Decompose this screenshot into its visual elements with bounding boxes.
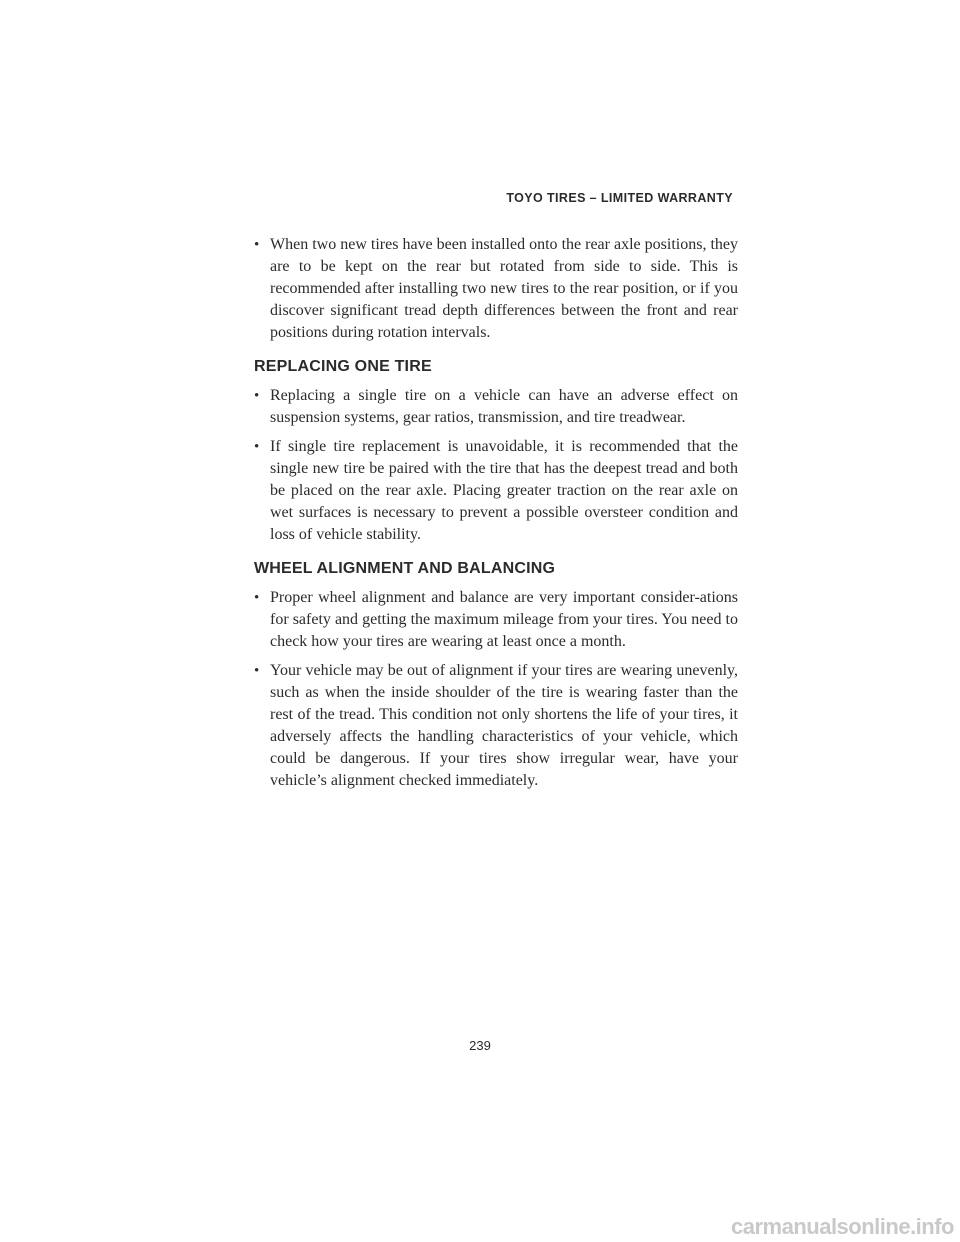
section-heading-wheel-alignment: WHEEL ALIGNMENT AND BALANCING [254, 560, 556, 577]
bullet-item [254, 587, 738, 653]
bullet-text: Your vehicle may be out of alignment if your tires are wearing unevenly, such as when the inside shoulder of the tire is wearing faster than the rest of the tread. This condition not only shortens the life of your tires, it adversely affects the handling characteristics of your vehicle, which could be dangerous. If your tires show irregular wear, have your vehicle’s alignment checked immediately. [270, 662, 738, 789]
bullet-text: When two new tires have been installed onto the rear axle positions, they are to be kept on the rear but rotated from side to side. This is recommended after installing two new tires to the rear position, or if you discover significant tread depth differences between the front and rear positions during rotation intervals. [270, 236, 738, 341]
running-header: TOYO TIRES – LIMITED WARRANTY [506, 191, 733, 205]
bullet-dot: • [254, 237, 260, 253]
section-heading-replacing-one-tire: REPLACING ONE TIRE [254, 358, 432, 375]
bullet-text: Proper wheel alignment and balance are very important consider-ations for safety and getting the maximum mileage from your tires. You need to check how your tires are wearing at least once a month. [270, 589, 738, 650]
bullet-dot: • [254, 590, 260, 606]
bullet-item [254, 436, 738, 546]
bullet-text: Replacing a single tire on a vehicle can have an adverse effect on suspension systems, gear ratios, transmission, and tire treadwear. [270, 387, 738, 426]
page-content [254, 234, 738, 799]
page-number: 239 [469, 1038, 491, 1053]
bullet-text: If single tire replacement is unavoidable, it is recommended that the single new tire be paired with the tire that has the deepest tread and both be placed on the rear axle. Placing greater traction on the rear axle on wet surfaces is necessary to prevent a possible oversteer condition and loss of vehicle stability. [270, 438, 738, 543]
bullet-dot: • [254, 439, 260, 455]
bullet-item [254, 660, 738, 792]
bullet-item [254, 234, 738, 344]
bullet-item [254, 385, 738, 429]
bullet-dot: • [254, 388, 260, 404]
bullet-dot: • [254, 663, 260, 679]
watermark-logo: carmanualsonline.info [731, 1214, 954, 1239]
